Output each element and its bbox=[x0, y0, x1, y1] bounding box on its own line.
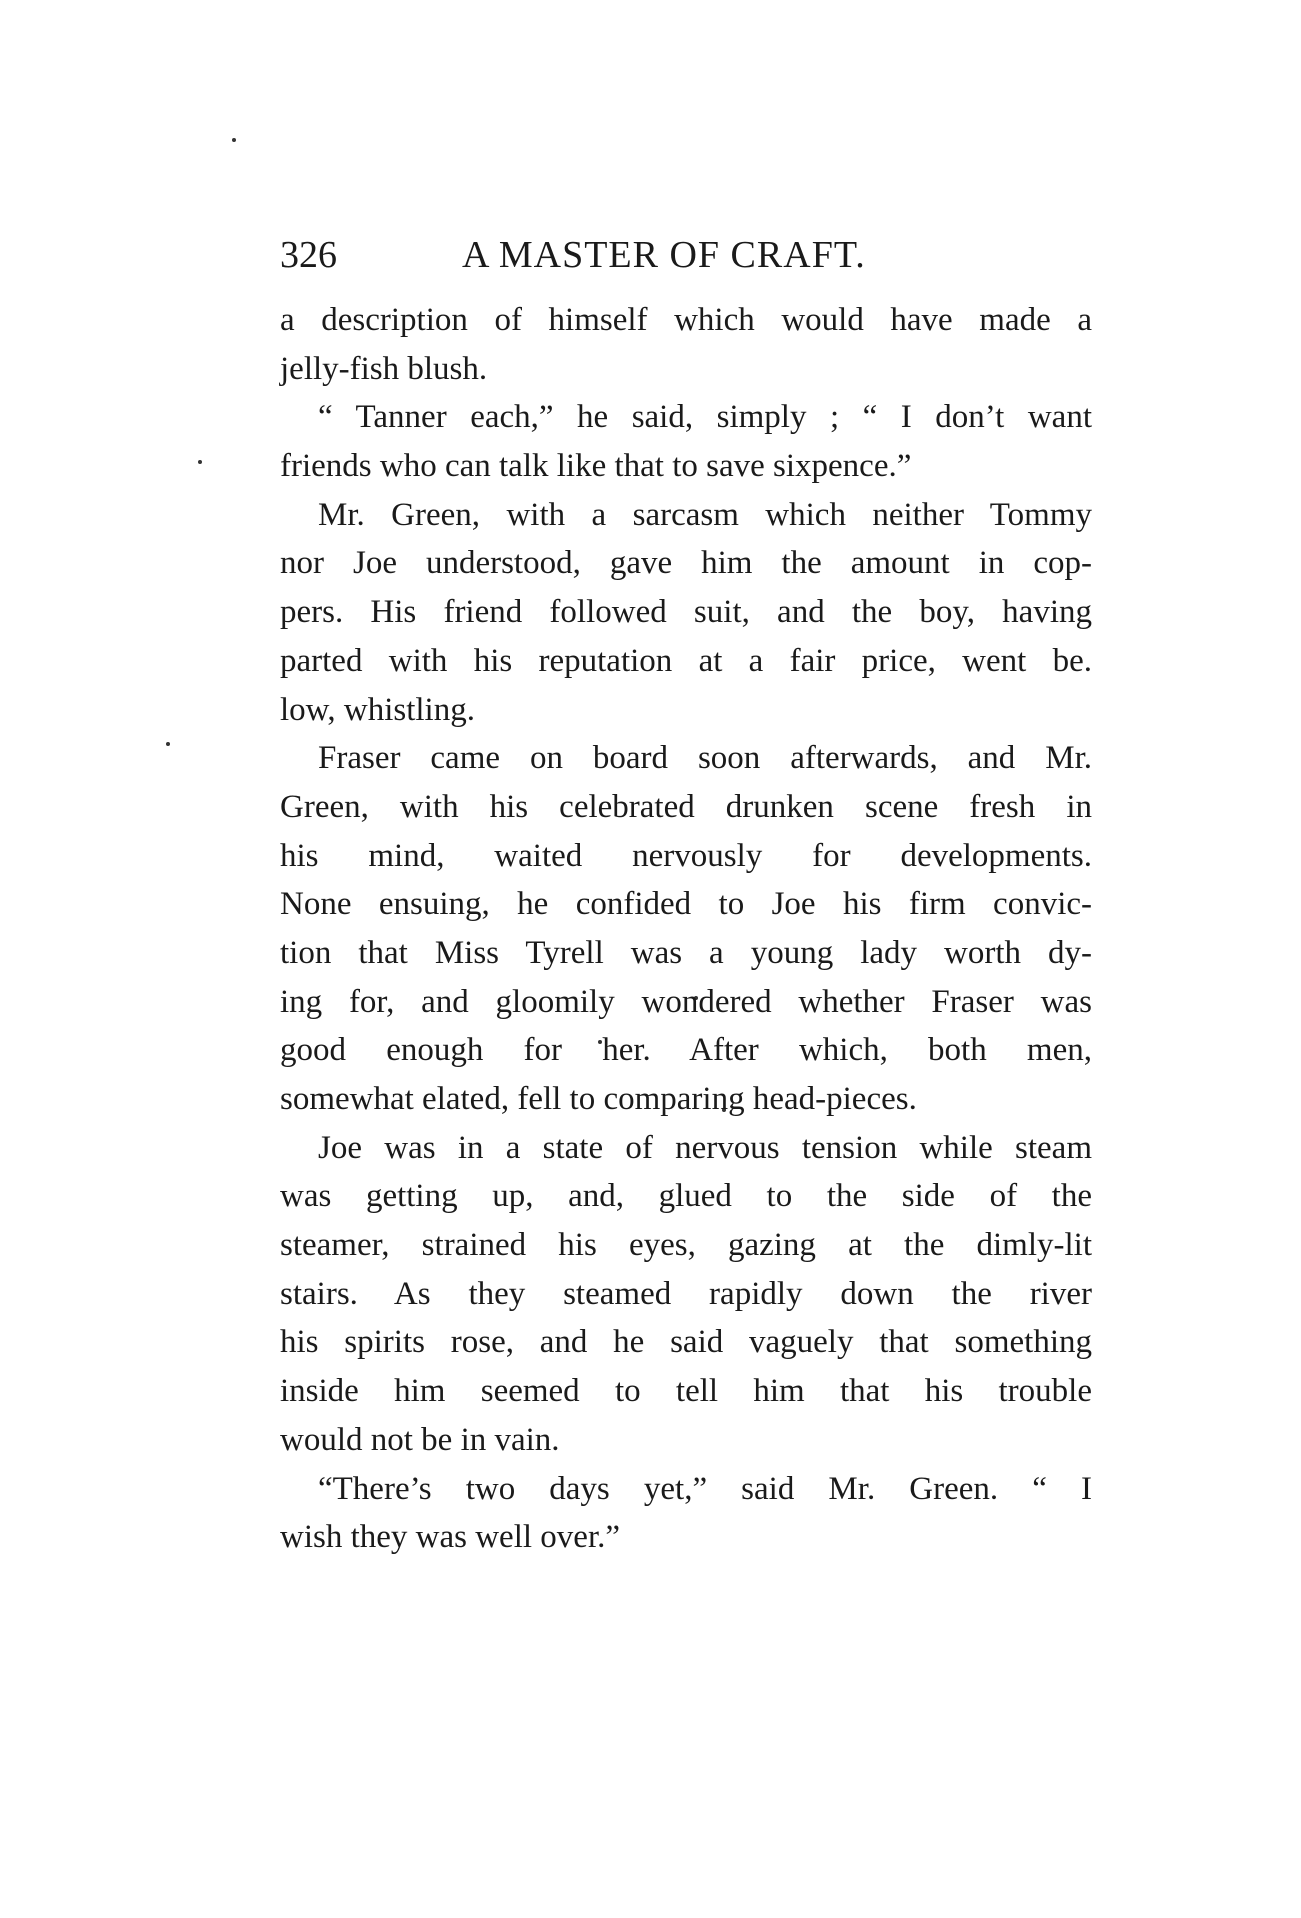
text-line: tion that Miss Tyrell was a young lady worth dy- bbox=[280, 934, 1092, 971]
text-line: stairs. As they steamed rapidly down the river bbox=[280, 1275, 1092, 1312]
text-line: Mr. Green, with a sarcasm which neither Tommy bbox=[318, 496, 1092, 533]
text-line: “There’s two days yet,” said Mr. Green. “ I bbox=[318, 1470, 1092, 1507]
text-line: somewhat elated, fell to comparing head-pieces. bbox=[280, 1081, 917, 1117]
text-line: his spirits rose, and he said vaguely that something bbox=[280, 1324, 1092, 1361]
text-line: parted with his reputation at a fair price, went be. bbox=[280, 642, 1092, 679]
text-line: None ensuing, he confided to Joe his firm convic- bbox=[280, 886, 1092, 923]
body-text bbox=[280, 296, 1092, 1562]
scan-speck bbox=[166, 742, 170, 746]
text-line: jelly-fish blush. bbox=[280, 350, 488, 387]
text-line: steamer, strained his eyes, gazing at the dimly-lit bbox=[280, 1227, 1092, 1264]
text-line: friends who can talk like that to save sixpence.” bbox=[280, 448, 912, 485]
text-line: his mind, waited nervously for developments. bbox=[280, 837, 1092, 874]
running-title: A MASTER OF CRAFT. bbox=[462, 234, 866, 276]
text-line: would not be in vain. bbox=[280, 1421, 560, 1458]
text-line: inside him seemed to tell him that his trouble bbox=[280, 1373, 1092, 1410]
text-line: “ Tanner each,” he said, simply ; “ I don’t want bbox=[318, 399, 1092, 436]
scan-speck bbox=[198, 460, 202, 464]
text-line: low, whistling. bbox=[280, 691, 475, 728]
text-line: Joe was in a state of nervous tension while steam bbox=[318, 1129, 1092, 1166]
text-line: a description of himself which would have made a bbox=[280, 302, 1092, 338]
text-line: nor Joe understood, gave him the amount in cop- bbox=[280, 545, 1092, 582]
text-line: good enough for her. After which, both men, bbox=[280, 1032, 1092, 1069]
scan-speck bbox=[232, 138, 236, 142]
page-number: 326 bbox=[280, 234, 337, 276]
text-line: was getting up, and, glued to the side of the bbox=[280, 1178, 1092, 1215]
text-line: wish they was well over.” bbox=[280, 1519, 621, 1556]
text-line: Green, with his celebrated drunken scene fresh in bbox=[280, 788, 1092, 825]
text-line: pers. His friend followed suit, and the boy, having bbox=[280, 594, 1092, 631]
text-line: Fraser came on board soon afterwards, and Mr. bbox=[318, 740, 1092, 777]
running-header bbox=[280, 232, 1180, 278]
text-line: ing for, and gloomily wondered whether Fraser was bbox=[280, 983, 1092, 1020]
